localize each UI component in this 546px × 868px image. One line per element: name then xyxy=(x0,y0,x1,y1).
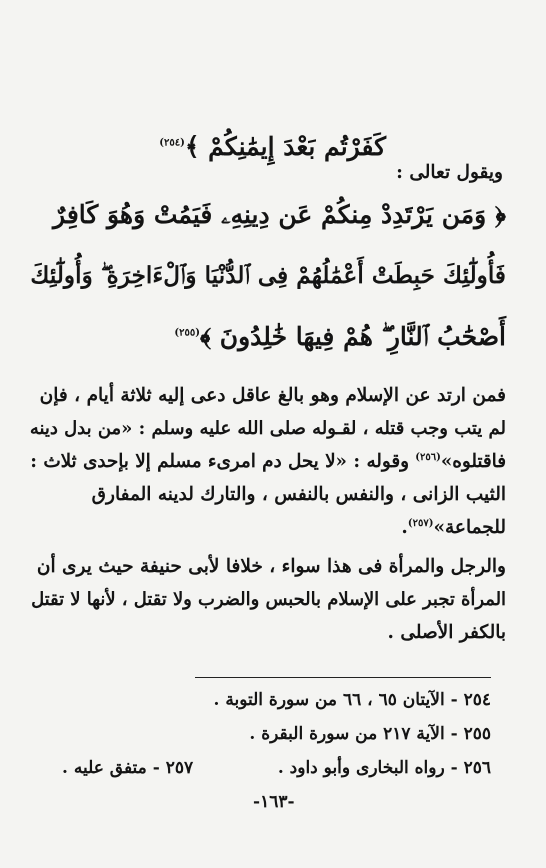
intro-line: ويقول تعالى : xyxy=(396,162,503,183)
paragraph-1-line-5 xyxy=(401,517,506,538)
verse-line-1 xyxy=(159,132,386,161)
verse-line-2: ﴿ وَمَن يَرْتَدِدْ مِنكُمْ عَن دِينِهِۦ فَيَمُتْ وَهُوَ كَافِرٌ xyxy=(53,200,506,229)
quote-end: فاقتلوه» xyxy=(440,451,506,472)
verse-line-3: فَأُولَٰٓئِكَ حَبِطَتْ أَعْمَٰلُهُمْ فِى ٱلدُّنْيَا وَٱلْءَاخِرَةِ ۖ وَأُولَٰٓئِكَ xyxy=(30,262,506,289)
footnote-254: ٢٥٤ - الآيتان ٦٥ ، ٦٦ من سورة التوبة . xyxy=(213,690,491,710)
verse-text: أَصْحَٰبُ ٱلنَّارِ ۖ هُمْ فِيهَا خَٰلِدُونَ ﴾ xyxy=(199,322,506,351)
quote-text: وقوله : «لا يحل دم امرىء مسلم إلا بإحدى ثلاث : xyxy=(30,451,409,472)
period: . xyxy=(401,517,408,538)
footnote-257: ٢٥٧ - متفق عليه . xyxy=(62,758,194,778)
paragraph-1-line-4: الثيب الزانى ، والنفس بالنفس ، والتارك لدينه المفارق xyxy=(91,484,506,505)
paragraph-2-line-1: والرجل والمرأة فى هذا سواء ، خلافا لأبى حنيفة حيث يرى أن xyxy=(36,556,506,577)
paragraph-2-line-3: بالكفر الأصلى . xyxy=(387,622,506,643)
paragraph-1-line-1: فمن ارتد عن الإسلام وهو بالغ عاقل دعى إليه ثلاثة أيام ، فإن xyxy=(39,385,506,406)
verse-line-4 xyxy=(174,322,506,352)
footnote-ref-257: (٢٥٧) xyxy=(407,517,434,529)
paragraph-2-line-2: المرأة تجبر على الإسلام بالحبس والضرب ولا تقتل ، لأنها لا تقتل xyxy=(31,589,506,610)
footnote-ref-256: (٢٥٦) xyxy=(415,451,441,463)
footnote-ref-255: (٢٥٥) xyxy=(174,327,200,339)
paragraph-1-line-2: لم يتب وجب قتله ، لقـوله صلى الله عليه وسلم : «من بدل دينه xyxy=(29,418,506,439)
footnote-ref-254: (٢٥٤) xyxy=(159,137,185,149)
footnote-256: ٢٥٦ - رواه البخارى وأبو داود . xyxy=(277,758,491,778)
page-number: -١٦٣- xyxy=(253,792,295,812)
paragraph-1-line-3 xyxy=(30,451,506,472)
verse-text: كَفَرْتُم بَعْدَ إِيمَٰنِكُمْ ﴾ xyxy=(184,132,386,161)
footnote-255: ٢٥٥ - الآية ٢١٧ من سورة البقرة . xyxy=(249,724,491,744)
quote-end: للجماعة» xyxy=(433,517,506,538)
footnote-separator xyxy=(195,677,491,678)
